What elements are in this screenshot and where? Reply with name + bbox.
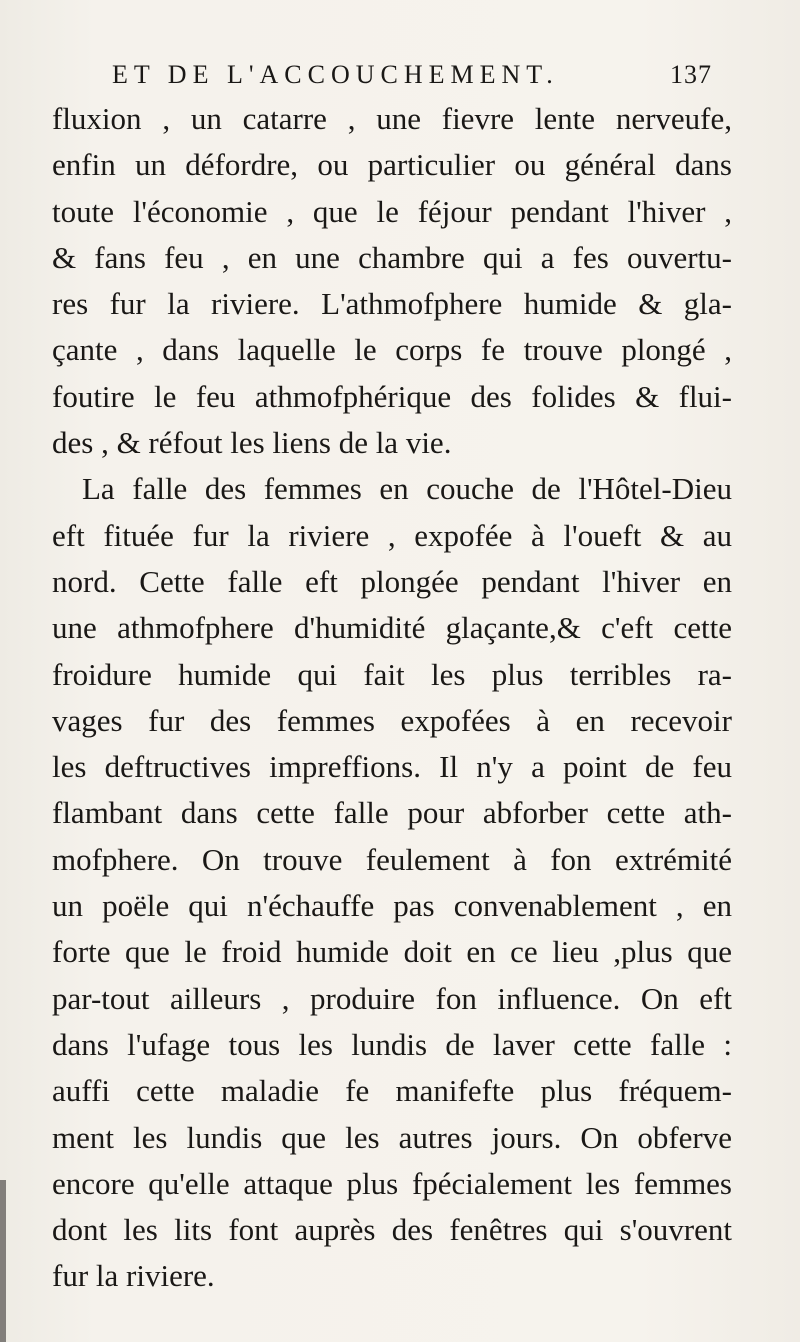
text-line: fluxion , un catarre , une fievre lente nerveufe, [52,101,732,136]
page-edge-shadow [0,1180,6,1342]
text-line: çante , dans laquelle le corps fe trouve plongé , [52,332,732,368]
text-line: forte que le froid humide doit en ce lieu ,plus que [52,934,732,970]
text-line: froidure humide qui fait les plus terribles ra- [52,656,732,692]
body-text [52,96,732,1300]
text-line: eft fituée fur la riviere , expofée à l'oueft & au [52,517,732,553]
text-line: une athmofphere d'humidité glaçante,& c'eft cette [52,610,732,646]
page-number: 137 [670,60,712,89]
text-line: enfin un défordre, ou particulier ou général dans [52,147,732,183]
text-line: dont les lits font auprès des fenêtres qui s'ouvrent [52,1212,732,1248]
text-line: par-tout ailleurs , produire fon influence. On eft [52,980,732,1016]
text-line: res fur la riviere. L'athmofphere humide & gla- [52,286,732,322]
text-line: les deftructives impreffions. Il n'y a point de feu [52,749,732,785]
text-line: encore qu'elle attaque plus fpécialement les femmes [52,1165,732,1201]
text-line: foutire le feu athmofphérique des folides & flui- [52,378,732,414]
text-line: & fans feu , en une chambre qui a fes ouvertu- [52,239,732,275]
text-line: flambant dans cette falle pour abforber cette ath- [52,795,732,831]
text-line: dans l'ufage tous les lundis de laver cette falle : [52,1026,732,1062]
text-line: ment les lundis que les autres jours. On obferve [52,1119,732,1155]
text-line: La falle des femmes en couche de l'Hôtel-Dieu [82,471,732,507]
text-line: fur la riviere. [52,1258,215,1294]
running-title: ET DE L'ACCOUCHEMENT. [112,60,559,89]
text-line: vages fur des femmes expofées à en recevoir [52,702,732,738]
text-line: des , & réfout les liens de la vie. [52,425,452,461]
text-line: auffi cette maladie fe manifefte plus fréquem- [52,1073,732,1109]
text-line: toute l'économie , que le féjour pendant l'hiver , [52,193,732,229]
text-line: mofphere. On trouve feulement à fon extrémité [52,841,732,877]
running-head [112,60,712,96]
text-line: un poële qui n'échauffe pas convenablement , en [52,888,732,924]
text-line: nord. Cette falle eft plongée pendant l'hiver en [52,563,732,599]
